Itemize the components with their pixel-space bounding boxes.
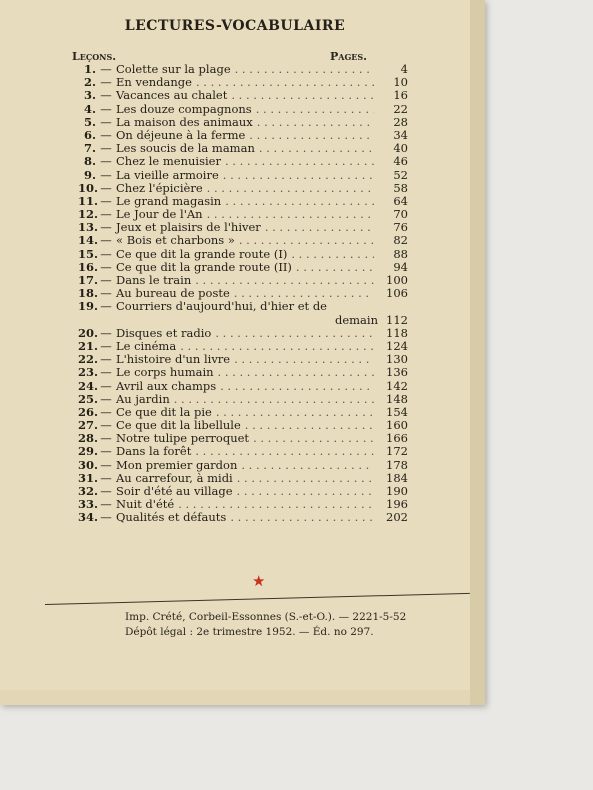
entry-title: Chez le menuisier <box>116 154 221 169</box>
toc-entry <box>78 128 408 141</box>
entry-title: Le grand magasin <box>116 193 222 208</box>
toc-entry <box>78 471 408 484</box>
entry-number: 33. <box>78 497 99 512</box>
entry-number: 18. <box>78 286 99 301</box>
entry-title: Au jardin <box>116 391 170 406</box>
entry-title: L'histoire d'un livre <box>116 352 231 367</box>
leader-dots <box>245 418 374 432</box>
toc-entry <box>78 233 408 246</box>
entry-dash: — <box>100 193 112 208</box>
toc-entry <box>78 141 408 154</box>
leader-dots <box>178 497 374 511</box>
entry-page: 52 <box>393 167 408 182</box>
leader-dots <box>225 154 374 168</box>
leader-dots <box>237 484 374 498</box>
entry-number: 27. <box>78 418 99 433</box>
entry-dash: — <box>100 233 112 248</box>
entry-title: Disques et radio <box>116 325 212 340</box>
entry-title: Au carrefour, à midi <box>116 470 233 485</box>
entry-page: 28 <box>393 114 408 129</box>
entry-page: 190 <box>386 484 408 498</box>
entry-number: 4. <box>83 101 96 116</box>
leader-dots <box>225 194 374 208</box>
table-of-contents <box>78 62 408 524</box>
leader-dots <box>237 471 374 485</box>
toc-entry <box>78 444 408 457</box>
leader-dots <box>216 405 374 419</box>
entry-page: 76 <box>393 220 408 235</box>
entry-dash: — <box>100 101 112 116</box>
entry-page: 64 <box>393 193 408 208</box>
entry-page: 40 <box>393 141 408 156</box>
entry-number: 30. <box>78 457 99 472</box>
leader-dots <box>249 128 374 142</box>
toc-entry <box>78 365 408 378</box>
entry-page: 10 <box>393 75 408 90</box>
entry-dash: — <box>100 167 112 182</box>
entry-number: 20. <box>78 325 99 340</box>
entry-page: 196 <box>386 497 408 512</box>
entry-page: 88 <box>393 246 408 261</box>
entry-dash: — <box>100 246 112 261</box>
entry-dash: — <box>100 470 112 485</box>
toc-entry <box>78 247 408 260</box>
entry-dash: — <box>100 497 112 512</box>
imprint-line-1: Imp. Crété, Corbeil-Essonnes (S.-et-O.). — 2221-5-52 <box>125 611 407 623</box>
leader-dots <box>174 392 374 406</box>
leader-dots <box>296 260 374 274</box>
entry-page: 112 <box>386 312 408 327</box>
leader-dots <box>265 220 374 234</box>
leader-dots <box>234 286 374 300</box>
entry-number: 17. <box>78 273 99 287</box>
entry-dash: — <box>100 484 112 498</box>
leader-dots <box>195 273 374 287</box>
toc-entry <box>78 207 408 220</box>
entry-page: 184 <box>386 470 408 485</box>
leader-dots <box>291 247 374 261</box>
entry-number: 15. <box>78 246 99 261</box>
entry-number: 2. <box>83 75 96 90</box>
entry-number: 25. <box>78 391 99 406</box>
entry-title: Dans la forêt <box>116 444 192 459</box>
entry-title: Au bureau de poste <box>116 286 230 301</box>
entry-title: Ce que dit la grande route (II) <box>116 259 292 274</box>
entry-title: Dans le train <box>116 273 192 287</box>
entry-page: 142 <box>386 378 408 393</box>
entry-number: 22. <box>78 352 99 367</box>
entry-dash: — <box>100 418 112 433</box>
entry-title: Avril aux champs <box>116 378 217 393</box>
entry-page: 70 <box>393 207 408 222</box>
page-title: LECTURES-VOCABULAIRE <box>124 18 346 34</box>
entry-number: 16. <box>78 259 99 274</box>
entry-title: Les soucis de la maman <box>116 141 255 156</box>
entry-dash: — <box>100 510 112 525</box>
entry-dash: — <box>100 207 112 222</box>
lessons-header: Leçons. <box>72 50 117 63</box>
entry-number: 34. <box>78 510 99 525</box>
entry-number: 21. <box>78 338 99 353</box>
entry-number: 10. <box>78 180 99 195</box>
entry-number: 14. <box>78 233 99 248</box>
leader-dots <box>207 207 374 221</box>
leader-dots <box>253 431 374 445</box>
entry-title: Le cinéma <box>116 338 177 353</box>
toc-entry <box>78 102 408 115</box>
entry-dash: — <box>100 325 112 340</box>
entry-title: En vendange <box>116 75 192 90</box>
entry-title: Vacances au chalet <box>116 88 228 103</box>
entry-page: 136 <box>386 365 408 380</box>
toc-entry <box>78 286 408 299</box>
entry-number: 29. <box>78 444 99 459</box>
entry-number: 7. <box>83 141 96 156</box>
entry-number: 23. <box>78 365 99 380</box>
toc-entry <box>78 326 408 339</box>
toc-entry <box>78 497 408 510</box>
entry-title: La maison des animaux <box>116 114 253 129</box>
leader-dots <box>215 326 374 340</box>
leader-dots <box>241 458 374 472</box>
leader-dots <box>223 168 374 182</box>
entry-page: 166 <box>386 431 408 446</box>
entry-dash: — <box>100 62 112 76</box>
entry-dash: — <box>100 220 112 235</box>
toc-entry <box>78 181 408 194</box>
leader-dots <box>220 379 374 393</box>
entry-title: Notre tulipe perroquet <box>116 431 250 446</box>
entry-dash: — <box>100 338 112 353</box>
toc-entry <box>78 392 408 405</box>
toc-entry <box>78 299 408 312</box>
entry-page: 124 <box>386 338 408 353</box>
cover-edge <box>470 0 485 705</box>
entry-dash: — <box>100 431 112 446</box>
entry-title: Le Jour de l'An <box>116 207 203 222</box>
entry-page: 178 <box>386 457 408 472</box>
entry-title: « Bois et charbons » <box>116 233 235 248</box>
toc-entry-continuation <box>78 313 408 326</box>
entry-title: Nuit d'été <box>116 497 175 512</box>
entry-dash: — <box>100 127 112 142</box>
entry-page: 4 <box>400 62 408 76</box>
entry-page: 46 <box>393 154 408 169</box>
entry-dash: — <box>100 259 112 274</box>
entry-title-continuation: demain <box>334 312 378 327</box>
entry-title: Jeux et plaisirs de l'hiver <box>116 220 261 235</box>
entry-dash: — <box>100 378 112 393</box>
entry-dash: — <box>100 404 112 419</box>
entry-page: 118 <box>386 325 408 340</box>
entry-page: 154 <box>386 404 408 419</box>
entry-dash: — <box>100 286 112 301</box>
entry-number: 11. <box>78 193 99 208</box>
entry-number: 9. <box>83 167 96 182</box>
entry-number: 28. <box>78 431 99 446</box>
toc-entry <box>78 273 408 286</box>
entry-title: Colette sur la plage <box>116 62 231 76</box>
entry-page: 22 <box>393 101 408 116</box>
toc-entry <box>78 75 408 88</box>
toc-entry <box>78 352 408 365</box>
toc-entry <box>78 115 408 128</box>
entry-dash: — <box>100 141 112 156</box>
leader-dots <box>230 510 374 524</box>
entry-dash: — <box>100 391 112 406</box>
entry-page: 34 <box>393 127 408 142</box>
entry-title: Qualités et défauts <box>116 510 227 525</box>
leader-dots <box>231 88 374 102</box>
toc-entry <box>78 379 408 392</box>
leader-dots <box>218 365 374 379</box>
entry-dash: — <box>100 75 112 90</box>
entry-title: La vieille armoire <box>116 167 219 182</box>
toc-entry <box>78 510 408 523</box>
entry-page: 100 <box>386 273 408 287</box>
entry-page: 58 <box>393 180 408 195</box>
entry-title: Chez l'épicière <box>116 180 203 195</box>
star-ornament: ★ <box>252 572 266 590</box>
entry-number: 6. <box>83 127 96 142</box>
leader-dots <box>257 115 374 129</box>
toc-entry <box>78 484 408 497</box>
entry-dash: — <box>100 88 112 103</box>
entry-page: 106 <box>386 286 408 301</box>
leader-dots <box>259 141 374 155</box>
entry-number: 8. <box>83 154 96 169</box>
entry-dash: — <box>100 273 112 287</box>
toc-entry <box>78 168 408 181</box>
entry-number: 5. <box>83 114 96 129</box>
entry-title: Ce que dit la grande route (I) <box>116 246 288 261</box>
entry-title: On déjeune à la ferme <box>116 127 246 142</box>
entry-dash: — <box>100 444 112 459</box>
entry-number: 32. <box>78 484 99 498</box>
entry-page: 94 <box>393 259 408 274</box>
toc-entry <box>78 458 408 471</box>
entry-number: 12. <box>78 207 99 222</box>
imprint <box>125 610 406 640</box>
entry-page: 130 <box>386 352 408 367</box>
toc-entry <box>78 431 408 444</box>
toc-entry <box>78 220 408 233</box>
entry-number: 31. <box>78 470 99 485</box>
entry-title: Les douze compagnons <box>116 101 252 116</box>
entry-dash: — <box>100 114 112 129</box>
entry-number: 19. <box>78 299 99 314</box>
toc-entry <box>78 418 408 431</box>
entry-title: Ce que dit la libellule <box>116 418 241 433</box>
entry-page: 148 <box>386 391 408 406</box>
toc-entry <box>78 194 408 207</box>
leader-dots <box>235 62 374 76</box>
entry-number: 13. <box>78 220 99 235</box>
entry-dash: — <box>100 352 112 367</box>
entry-dash: — <box>100 299 112 314</box>
entry-title: Courriers d'aujourd'hui, d'hier et de <box>116 299 327 314</box>
entry-page: 160 <box>386 418 408 433</box>
entry-number: 24. <box>78 378 99 393</box>
divider-rule <box>45 593 470 605</box>
entry-dash: — <box>100 180 112 195</box>
toc-entry <box>78 154 408 167</box>
imprint-line-2: Dépôt légal : 2e trimestre 1952. — Éd. no 297. <box>125 626 374 638</box>
entry-dash: — <box>100 365 112 380</box>
leader-dots <box>196 75 374 89</box>
leader-dots <box>239 233 374 247</box>
leader-dots <box>207 181 374 195</box>
entry-number: 3. <box>83 88 96 103</box>
entry-number: 26. <box>78 404 99 419</box>
leader-dots <box>256 102 374 116</box>
entry-number: 1. <box>83 62 96 76</box>
leader-dots <box>234 352 374 366</box>
toc-entry <box>78 339 408 352</box>
entry-title: Ce que dit la pie <box>116 404 212 419</box>
entry-page: 202 <box>386 510 408 525</box>
pages-header: Pages. <box>330 50 368 63</box>
entry-page: 172 <box>386 444 408 459</box>
entry-dash: — <box>100 154 112 169</box>
entry-title: Le corps humain <box>116 365 214 380</box>
toc-entry <box>78 62 408 75</box>
toc-entry <box>78 405 408 418</box>
toc-entry <box>78 88 408 101</box>
entry-title: Mon premier gardon <box>116 457 238 472</box>
entry-page: 16 <box>393 88 408 103</box>
leader-dots <box>195 444 374 458</box>
leader-dots <box>180 339 374 353</box>
entry-dash: — <box>100 457 112 472</box>
entry-title: Soir d'été au village <box>116 484 233 498</box>
entry-page: 82 <box>393 233 408 248</box>
toc-entry <box>78 260 408 273</box>
